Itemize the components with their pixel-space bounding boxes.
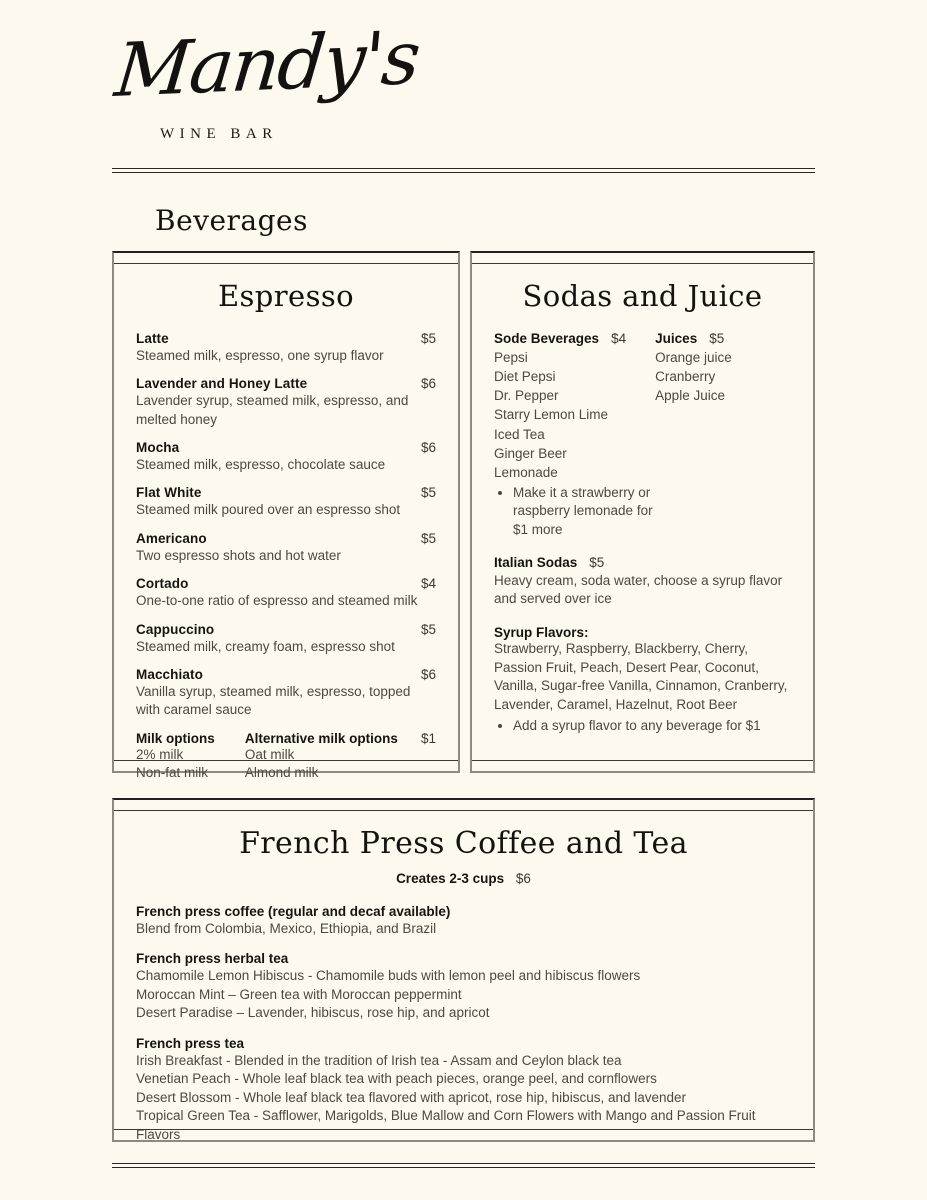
group-line: Moroccan Mint – Green tea with Moroccan peppermint — [136, 986, 462, 1002]
brand-subtitle: WINE BAR — [160, 126, 278, 142]
group-line: Venetian Peach - Whole leaf black tea with peach pieces, orange peel, and cornflowers — [136, 1071, 657, 1087]
panel-inner-rule-top — [114, 263, 458, 264]
italian-sodas-description: Heavy cream, soda water, choose a syrup flavor and served over ice — [494, 572, 783, 607]
lemonade-note: • Make it a strawberry or raspberry lemonade for $1 more — [513, 484, 655, 539]
italian-sodas-price: $5 — [589, 554, 605, 570]
french-press-coffee-group — [136, 904, 791, 938]
espresso-item-list — [114, 331, 458, 783]
item-price: $5 — [420, 331, 436, 346]
juices-price: $5 — [709, 331, 725, 346]
panel-title-sodas: Sodas and Juice — [522, 279, 763, 313]
item-price: $6 — [420, 376, 436, 392]
header-divider-rule — [112, 168, 815, 173]
milk-options-price: $1 — [420, 730, 436, 746]
juice-item: Cranberry — [655, 369, 716, 385]
italian-sodas-block — [494, 555, 791, 609]
milk-options-block — [136, 731, 436, 783]
item-description: Lavender syrup, steamed milk, espresso, and melted honey — [136, 393, 409, 427]
soda-item: Pepsi — [494, 350, 528, 365]
group-heading: French press coffee (regular and decaf available) — [136, 904, 451, 919]
syrup-note-list — [494, 717, 791, 735]
panel-sodas-and-juice — [470, 251, 815, 773]
juices-heading: Juices — [655, 331, 698, 346]
serving-size-label: Creates 2-3 cups — [396, 871, 505, 886]
group-heading: French press herbal tea — [136, 951, 289, 967]
french-press-herbal-tea-group — [136, 951, 791, 1022]
italian-sodas-heading: Italian Sodas — [494, 554, 578, 570]
menu-item — [136, 440, 436, 474]
juices-column — [655, 331, 791, 539]
sodas-juices-columns — [494, 331, 791, 539]
menu-item — [136, 331, 436, 365]
item-description: Steamed milk, espresso, chocolate sauce — [136, 457, 386, 473]
brand-logo — [111, 14, 442, 154]
group-line: Irish Breakfast - Blended in the tradition of Irish tea - Assam and Ceylon black tea — [136, 1052, 622, 1068]
item-price: $4 — [420, 576, 436, 592]
syrup-flavors-block — [494, 625, 791, 735]
item-price: $6 — [420, 440, 436, 456]
item-description: One-to-one ratio of espresso and steamed milk — [136, 593, 418, 609]
syrup-note: • Add a syrup flavor to any beverage for $1 — [513, 717, 791, 735]
item-price: $6 — [420, 666, 436, 682]
soda-item: Diet Pepsi — [494, 369, 556, 385]
item-description: Steamed milk, creamy foam, espresso shot — [136, 638, 395, 654]
page-title: Beverages — [155, 204, 308, 237]
group-line: Chamomile Lemon Hibiscus - Chamomile buds with lemon peel and hibiscus flowers — [136, 968, 641, 984]
panel-french-press — [112, 798, 815, 1142]
panel-inner-rule-bottom — [114, 1129, 813, 1130]
item-price: $5 — [420, 621, 436, 637]
milk-option: 2% milk — [136, 746, 184, 762]
sodas-content — [472, 331, 813, 735]
group-line: Desert Blossom - Whole leaf black tea flavored with apricot, rose hip, hibiscus, and lavender — [136, 1089, 687, 1105]
item-description: Steamed milk, espresso, one syrup flavor — [136, 348, 384, 363]
item-description: Two espresso shots and hot water — [136, 547, 341, 563]
item-price: $5 — [420, 485, 436, 501]
soda-beverages-heading: Sode Beverages — [494, 331, 600, 346]
lemonade-note-list — [494, 484, 655, 539]
panel-inner-rule-bottom — [114, 760, 458, 761]
footer-divider-rule — [112, 1163, 815, 1168]
item-price: $5 — [420, 530, 436, 546]
page-header — [0, 0, 927, 170]
item-name: Mocha — [136, 440, 180, 456]
milk-options-heading: Milk options — [136, 730, 215, 746]
menu-item — [136, 531, 436, 565]
alternative-milk-options-column — [245, 731, 411, 783]
soda-item: Iced Tea — [494, 426, 545, 442]
brand-script-name: Mandy's — [111, 14, 423, 114]
juice-item: Apple Juice — [655, 388, 725, 404]
soda-beverages-price: $4 — [611, 331, 627, 346]
panel-inner-rule-top — [114, 810, 813, 811]
panel-espresso — [112, 251, 460, 781]
soda-beverages-column — [494, 331, 655, 539]
group-line: Tropical Green Tea - Safflower, Marigolds, Blue Mallow and Corn Flowers with Mango and Passion Fruit Flavors — [136, 1108, 756, 1142]
syrup-flavors-list: Strawberry, Raspberry, Blackberry, Cherry, Passion Fruit, Peach, Desert Pear, Coconut, Vanilla, Sugar-free Vanilla, Cinnamon, Cranberry, Lavender, Caramel, Hazelnut, Root Beer — [494, 641, 788, 712]
panel-inner-rule-top — [472, 263, 813, 264]
menu-item — [136, 485, 436, 519]
item-name: Macchiato — [136, 666, 203, 682]
group-heading: French press tea — [136, 1035, 245, 1051]
item-name: Americano — [136, 530, 207, 546]
menu-item — [136, 667, 436, 720]
item-name: Latte — [136, 331, 169, 346]
menu-item — [136, 622, 436, 656]
french-press-content — [114, 904, 813, 1144]
panel-inner-rule-bottom — [472, 760, 813, 761]
group-line: Desert Paradise – Lavender, hibiscus, rose hip, and apricot — [136, 1005, 490, 1021]
item-name: Cappuccino — [136, 621, 215, 637]
soda-item: Starry Lemon Lime — [494, 407, 609, 423]
juice-item: Orange juice — [655, 350, 732, 365]
panel-title-french-press: French Press Coffee and Tea — [239, 826, 688, 861]
menu-item — [136, 376, 436, 429]
item-description: Steamed milk poured over an espresso shot — [136, 502, 401, 518]
soda-item: Dr. Pepper — [494, 388, 559, 404]
soda-item: Ginger Beer — [494, 445, 567, 461]
item-name: Cortado — [136, 576, 189, 592]
milk-option: Oat milk — [244, 746, 295, 762]
milk-option: Almond milk — [244, 765, 319, 781]
item-name: Flat White — [136, 485, 202, 501]
menu-item — [136, 576, 436, 610]
panel-title-espresso: Espresso — [217, 279, 355, 313]
soda-item: Lemonade — [494, 464, 558, 480]
serving-price: $6 — [515, 871, 531, 886]
item-description: Vanilla syrup, steamed milk, espresso, topped with caramel sauce — [136, 683, 411, 718]
milk-options-column — [136, 731, 235, 783]
item-name: Lavender and Honey Latte — [136, 376, 308, 392]
alternative-milk-options-heading: Alternative milk options — [244, 730, 398, 746]
milk-option: Non-fat milk — [136, 765, 209, 781]
syrup-flavors-heading: Syrup Flavors: — [494, 625, 589, 640]
french-press-serving-note — [114, 871, 813, 886]
group-line: Blend from Colombia, Mexico, Ethiopia, and Brazil — [136, 921, 437, 936]
